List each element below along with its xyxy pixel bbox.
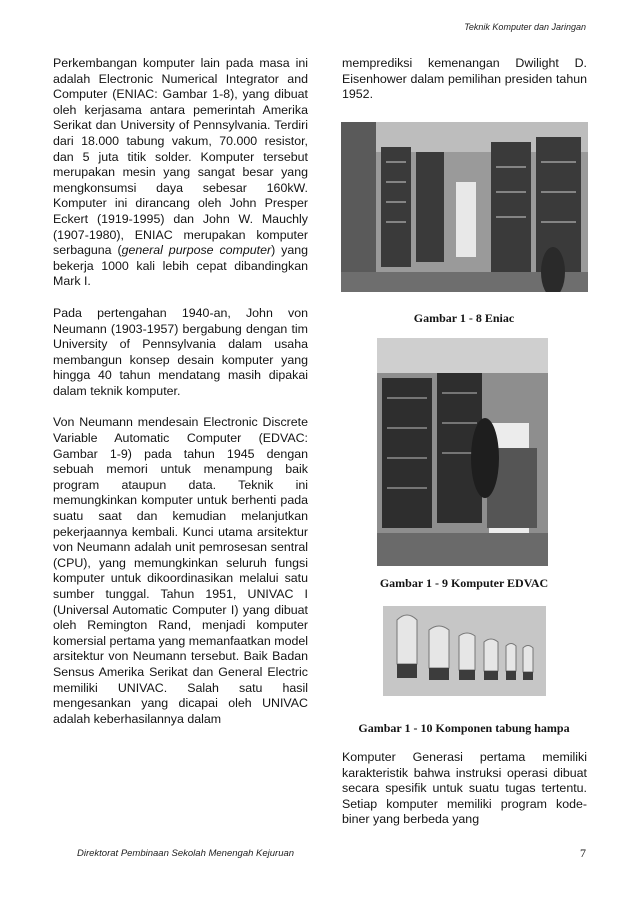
general-purpose-term: general purpose computer — [121, 243, 272, 258]
right-column-top — [342, 56, 587, 121]
paragraph-von-neumann: Pada pertengahan 1940-an, John von Neumann (1903-1957) bergabung dengan tim University of Pennsylvania dalam usaha membangun konsep desain komputer yang hingga 40 tahun mendatang masih dipakai dalam teknik komputer. — [53, 305, 308, 398]
caption-fig-1-9: Gambar 1 - 9 Komputer EDVAC — [379, 576, 549, 590]
caption-fig-1-8: Gambar 1 - 8 Eniac — [413, 311, 515, 325]
paragraph-eniac-text-b: ) yang bekerja 1000 kali lebih cepat dibandingkan Mark I. — [53, 243, 308, 289]
paragraph-eisenhower: memprediksi kemenangan Dwilight D. Eisenhower dalam pemilihan presiden tahun 1952. — [342, 56, 587, 102]
edvac-photo — [377, 338, 548, 566]
left-column — [53, 56, 308, 743]
paragraph-edvac: Von Neumann mendesain Electronic Discrete Variable Automatic Computer (EDVAC: Gambar 1-9) pada tahun 1945 dengan sebuah memori untuk menampung baik program ataupun data. Teknik ini memungkinkan komputer untuk berhenti pada suatu saat dan kemudian melanjutkan pekerjaannya kembali. Kunci utama arsitektur von Neumann adalah unit pemrosesan sentral (CPU), yang memungkinkan seluruh fungsi komputer untuk dikoordinasikan melalui satu sumber tunggal. Tahun 1951, UNIVAC I (Universal Automatic Computer I) yang dibuat oleh Remington Rand, menjadi komputer komersial pertama yang memanfaatkan model arsitektur von Neumann tersebut. Baik Badan Sensus Amerika Serikat dan General Electric memiliki UNIVAC. Salah satu hasil mengesankan yang dicapai oleh UNIVAC adalah keberhasilannya dalam — [53, 415, 308, 726]
running-header: Teknik Komputer dan Jaringan — [464, 22, 586, 32]
paragraph-first-generation: Komputer Generasi pertama memiliki karakteristik bahwa instruksi operasi dibuat secara spesifik untuk suatu tugas tertentu. Setiap komputer memiliki program kode-biner yang berbeda yang — [342, 750, 587, 827]
footer-institution: Direktorat Pembinaan Sekolah Menengah Kejuruan — [77, 848, 295, 859]
vacuum-tubes-photo — [383, 606, 546, 696]
page-number: 7 — [580, 846, 586, 860]
caption-fig-1-10: Gambar 1 - 10 Komponen tabung hampa — [358, 721, 570, 735]
paragraph-eniac — [53, 56, 308, 290]
paragraph-eniac-text-a: Perkembangan komputer lain pada masa ini adalah Electronic Numerical Integrator and Computer (ENIAC: Gambar 1-8), yang dibuat oleh kerjasama antara pemerintah Amerika Serikat dan University of Pennsylvania. Terdiri dari 18.000 tabung vakum, 70.000 resistor, dan 5 juta titik solder. Komputer tersebut merupakan mesin yang sangat besar yang mengkonsumsi daya sebesar 160kW. Komputer ini dirancang oleh John Presper Eckert (1919-1995) dan John W. Mauchly (1907-1980), ENIAC merupakan komputer serbaguna ( — [53, 56, 308, 258]
eniac-photo — [341, 122, 588, 292]
